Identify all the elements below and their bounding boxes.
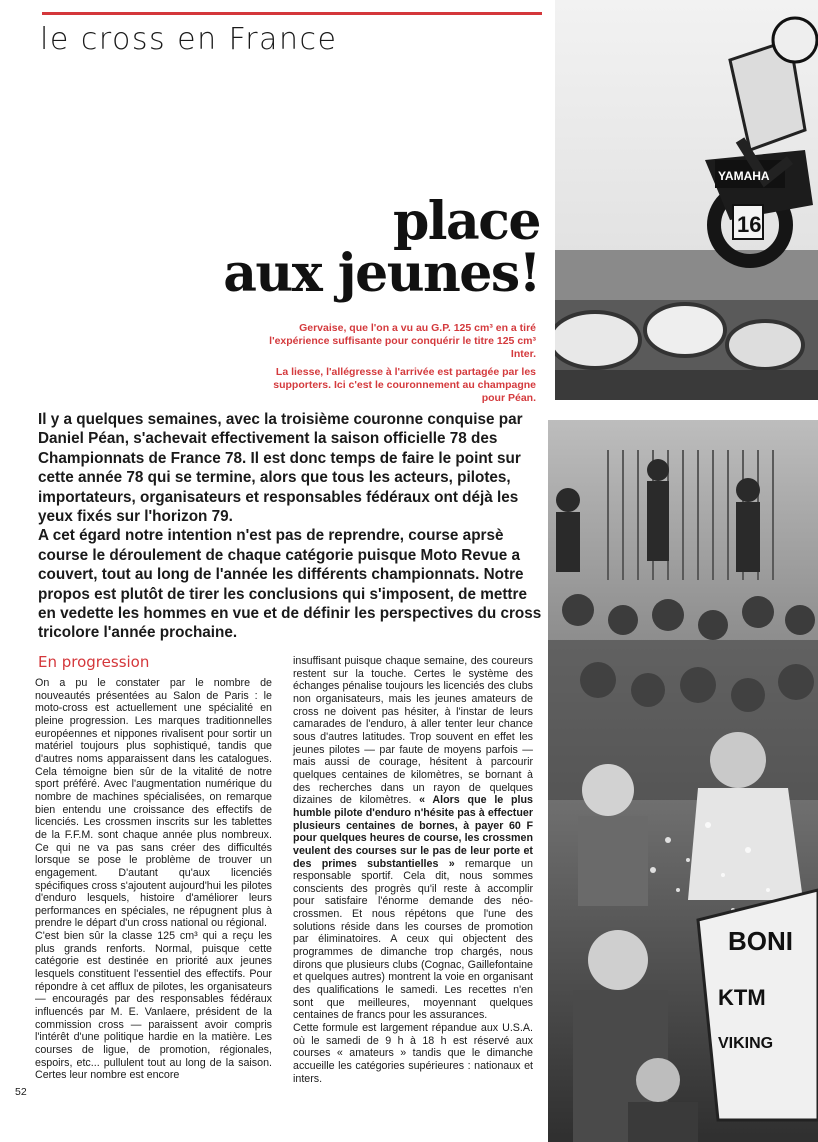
body-paragraph [293, 655, 533, 1022]
headline-line-1: place [392, 191, 540, 252]
headline [223, 191, 540, 304]
subheading: En progression [38, 653, 150, 671]
jersey-sponsor-text: VIKING [718, 1035, 774, 1052]
photo-caption-2: La liesse, l'allégresse à l'arrivée est partagée par les supporters. Ici c'est le couronnement au champagne pour Péan. [273, 366, 536, 404]
quote-text: « Alors que le plus humble pilote d'enduro n'hésite pas à effectuer plusieurs centaines de bornes, à payer 60 F pour quelques heures de course, les crossmen veulent des courses sur le pas de leur porte et des primes substantielles » [293, 794, 533, 870]
motocross-jump-photo [555, 0, 818, 400]
race-number-text: 16 [737, 212, 762, 237]
body-text: remarque un responsable sportif. Cela dit, nous sommes conscients des progrès qu'il reste à accomplir pour satisfaire l'énorme demande des néo-crossmen. Et nous répétons que l'une des solutions réside dans les courses de promotion par éliminatoires. A ceux qui objectent des programmes de dimanche trop chargés, nous dirons que plusieurs clubs (Cognac, Gaillefontaine et quelques autres) montrent la voie en organisant des qualifications le samedi. Les recettes n'en sont que meilleures, moyennant quelques centaines de francs pour les assurances. [293, 857, 533, 1022]
jersey-brand-text: KTM [718, 985, 766, 1010]
intro-paragraph-1: Il y a quelques semaines, avec la troisième couronne conquise par Daniel Péan, s'achevait effectivement la saison officielle 78 des Championnats de France 78. Il est donc temps de faire le point sur cette année 78 qui se termine, alors que tous les acteurs, pilotes, importateurs, organisateurs et responsables fédéraux ont déjà les yeux fixés sur l'horizon 79. [38, 411, 523, 526]
body-column-1 [35, 677, 272, 1082]
intro-text [38, 410, 548, 643]
section-title: le cross en France [40, 22, 338, 57]
body-paragraph: C'est bien sûr la classe 125 cm³ qui a reçu les plus grands renforts. Normal, puisque cette catégorie est destinée en priorité aux jeunes lesquels constituent l'essentiel des effectifs. Pour répondre à cet afflux de pilotes, les organisateurs — encouragés par des responsables fédéraux influencés par M. E. Vanlaere, président de la commission cross — paraissent avoir compris l'intérêt d'une politique hardie en la matière. Les courses de ligue, de promotion, régionales, espoirs, etc... pullulent tout au long de la saison. Certes leur nombre est encore [35, 930, 272, 1082]
photo-caption-1: Gervaise, que l'on a vu au G.P. 125 cm³ en a tiré l'expérience suffisante pour conquérir le titre 125 cm³ Inter. [269, 322, 536, 360]
body-column-2 [293, 655, 533, 1085]
bike-brand-text: YAMAHA [718, 169, 770, 183]
body-paragraph: Cette formule est largement répandue aux U.S.A. où le samedi de 9 h à 18 h est réservé aux courses « amateurs » tandis que le dimanche accueille les catégories supérieures : nationaux et inters. [293, 1022, 533, 1085]
jersey-name-text: BONI [728, 926, 793, 956]
body-text: insuffisant puisque chaque semaine, des coureurs restent sur la touche. Certes le système des échanges pénalise toujours les licenciés des clubs non organisateurs, mais les jeunes amateurs de cross ne doivent pas hésiter, à l'instar de leurs camarades de l'enduro, à aller tenter leur chance sous d'autres latitudes. Trop souvent en effet les jeunes pilotes — par faute de moyens parfois — mais aussi de courage, hésitent à parcourir quelques centaines de kilomètres, se bornant à des recherches dans un rayon de quelques dizaines de kilomètres. [293, 655, 533, 807]
page-number: 52 [15, 1086, 27, 1098]
top-rule [42, 12, 542, 15]
body-paragraph: On a pu le constater par le nombre de nouveautés présentées au Salon de Paris : le moto-cross est actuellement une spécialité en pleine progression. Les marques traditionnelles européennes et nippones rivalisent pour sortir un matériel toujours plus sophistiqué, tandis que d'autres noms apparaissent dans les catalogues. Cela témoigne bien sûr de la vitalité de notre sport préféré. Avec l'augmentation numérique du nombre de machines spécialisées, on remarque bien entendu une croissance des effectifs de licenciés. Les crossmen inscrits sur les tablettes de la F.F.M. sont chaque année plus nombreux. Ce qui ne va pas sans créer des difficultés lorsque se pose le problème de trouver un engagement. D'autant qu'aux licenciés spécifiques cross s'ajoutent aujourd'hui les pilotes d'enduro lesquels, histoire d'améliorer leurs performances en spéciales, ne répugnent plus à prendre le départ d'un cross national ou régional. [35, 677, 272, 930]
headline-line-2: aux jeunes! [223, 243, 540, 304]
intro-paragraph-2: A cet égard notre intention n'est pas de reprendre, course aprsè course le déroulement de chaque catégorie puisque Moto Revue a couvert, tout au long de l'année les différents championnats. Notre propos est plutôt de tirer les conclusions qui s'imposent, de mettre en vedette les hommes en vue et de définir les perspectives du cross tricolore l'année prochaine. [38, 527, 542, 642]
crowd-champagne-photo [548, 420, 818, 1142]
